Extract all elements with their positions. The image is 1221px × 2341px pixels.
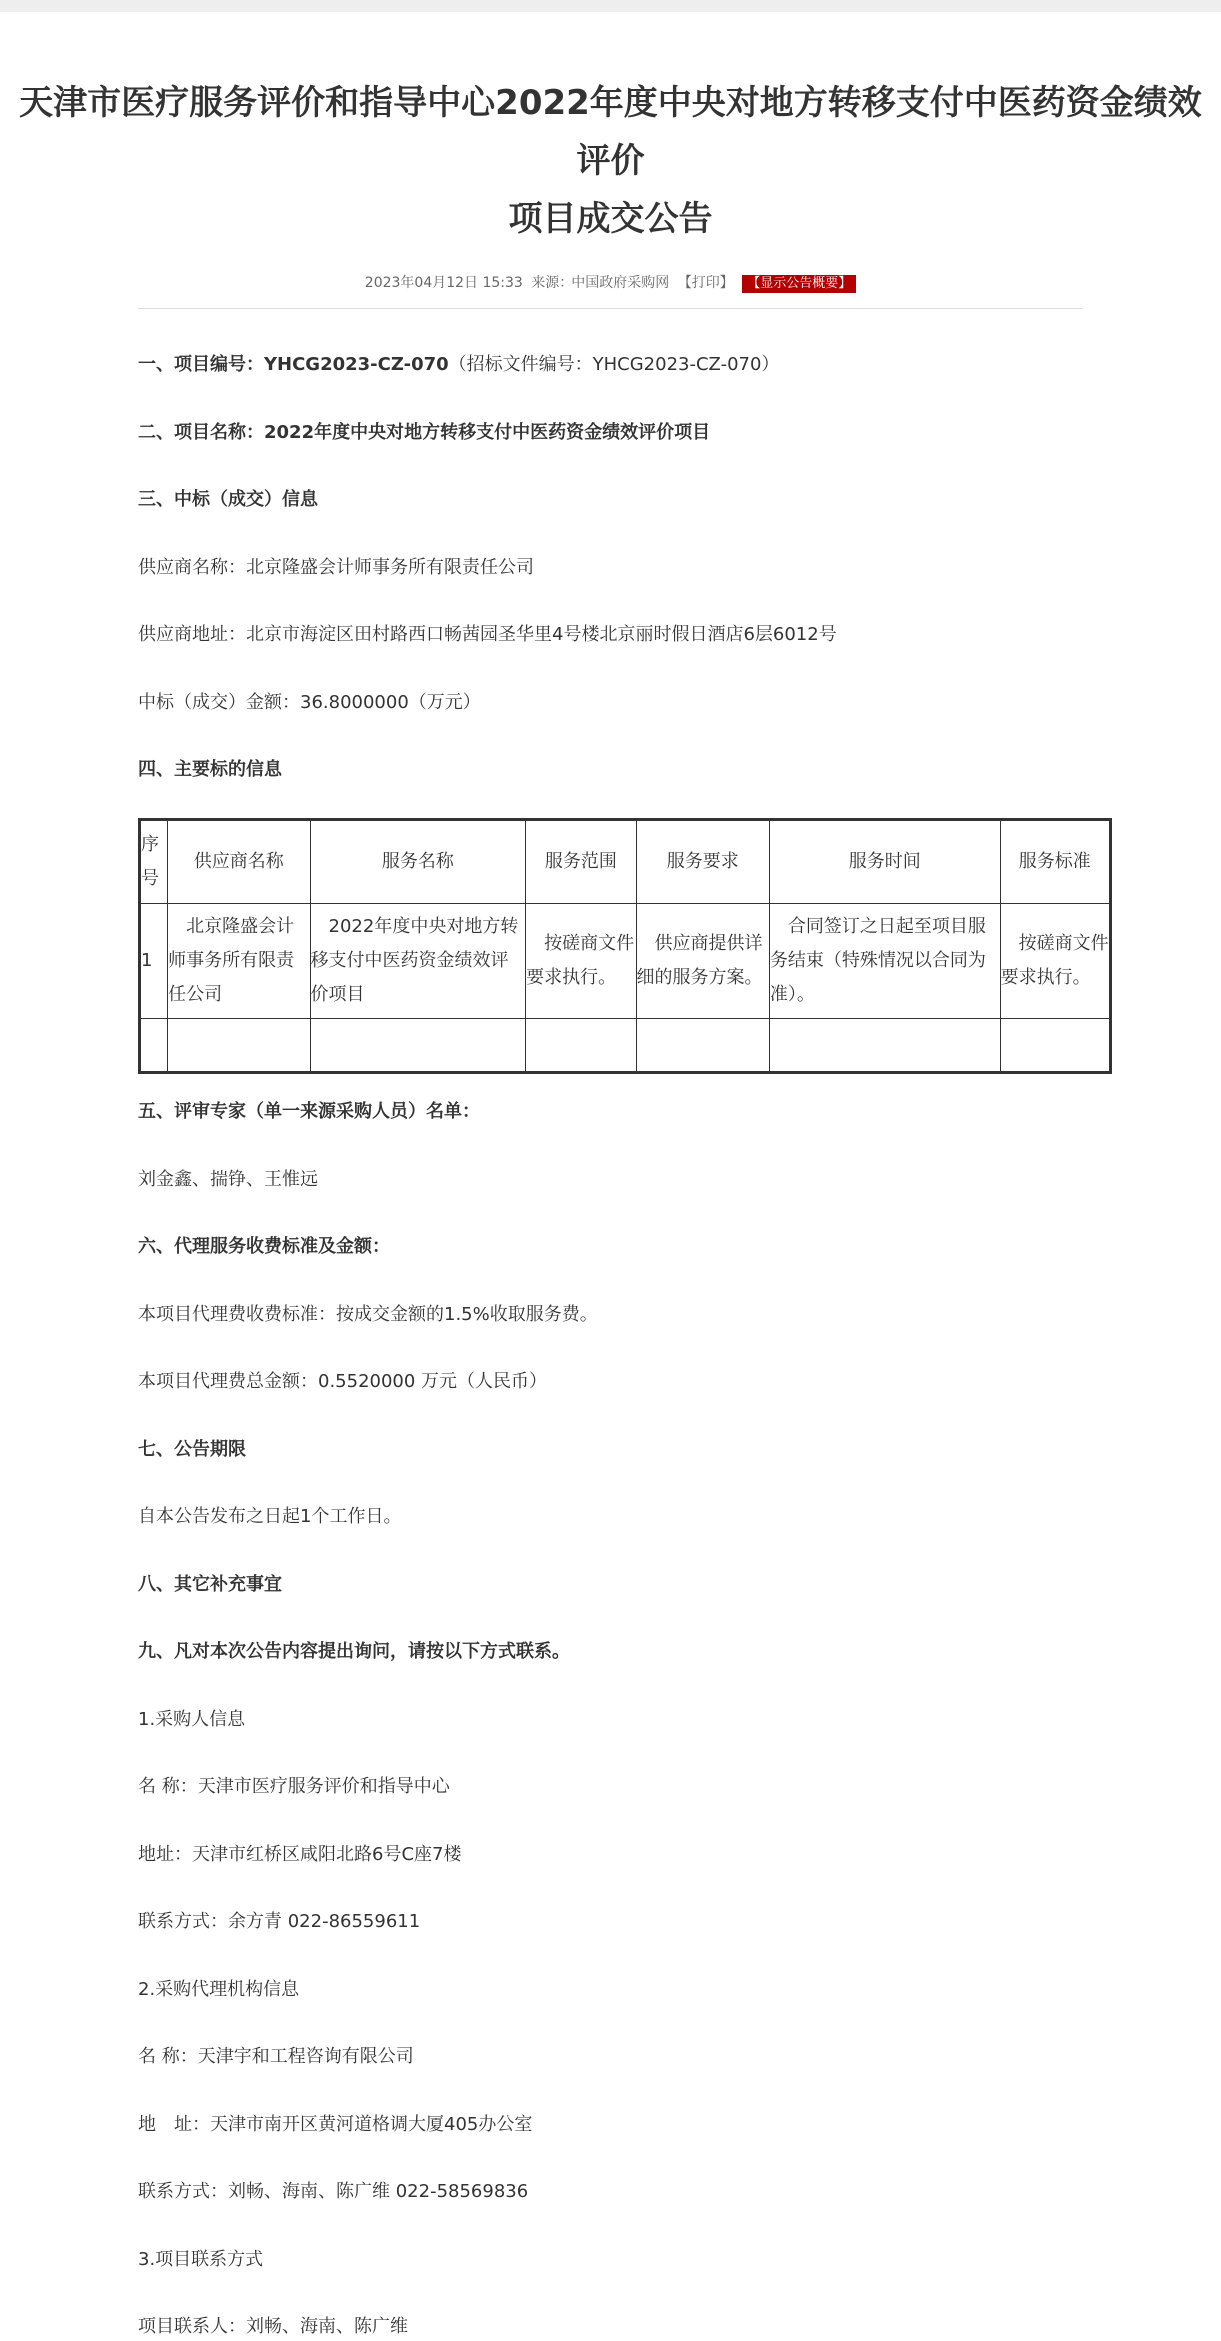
project-number-label: 一、项目编号： [138, 354, 264, 375]
agency-name: 名 称：天津宇和工程咨询有限公司 [138, 2046, 414, 2067]
table-cell [168, 1019, 310, 1073]
table-cell: 按磋商文件要求执行。 [1000, 904, 1110, 1019]
table-header-row [140, 820, 1111, 904]
title-line-2: 项目成交公告 [508, 199, 713, 239]
section-project-name: 二、项目名称：2022年度中央对地方转移支付中医药资金绩效评价项目 [138, 422, 711, 443]
project-contact-title: 3.项目联系方式 [138, 2249, 264, 2270]
supplier-address: 供应商地址：北京市海淀区田村路西口畅茜园圣华里4号楼北京丽时假日酒店6层6012号 [138, 624, 837, 645]
table-header-cell: 供应商名称 [168, 820, 310, 904]
table-header-cell: 序号 [140, 820, 168, 904]
source-label: 来源： [531, 275, 574, 291]
agency-contact: 联系方式：刘畅、海南、陈广维 022-58569836 [138, 2181, 529, 2202]
project-contact-person: 项目联系人：刘畅、海南、陈广维 [138, 2316, 408, 2337]
tender-doc-number: （招标文件编号：YHCG2023-CZ-070） [448, 354, 780, 375]
subject-table [138, 818, 1112, 1074]
table-cell [636, 1019, 769, 1073]
print-link[interactable]: 【打印】 [677, 275, 734, 291]
table-cell: 1 [140, 904, 168, 1019]
table-header-cell: 服务范围 [526, 820, 636, 904]
purchaser-address: 地址：天津市红桥区咸阳北路6号C座7楼 [138, 1844, 462, 1865]
show-summary-button[interactable]: 【显示公告概要】 [742, 275, 856, 293]
table-header-cell: 服务标准 [1000, 820, 1110, 904]
table-cell: 供应商提供详细的服务方案。 [636, 904, 769, 1019]
supplier-name: 供应商名称：北京隆盛会计师事务所有限责任公司 [138, 557, 534, 578]
section-award-info: 三、中标（成交）信息 [138, 489, 318, 510]
divider [138, 308, 1083, 309]
experts-list: 刘金鑫、揣铮、王惟远 [138, 1169, 318, 1190]
section-agency-fee: 六、代理服务收费标准及金额： [138, 1236, 390, 1257]
fee-total: 本项目代理费总金额：0.5520000 万元（人民币） [138, 1371, 548, 1392]
section-contact: 九、凡对本次公告内容提出询问，请按以下方式联系。 [138, 1641, 570, 1662]
fee-standard: 本项目代理费收费标准：按成交金额的1.5%收取服务费。 [138, 1304, 598, 1325]
section-experts: 五、评审专家（单一来源采购人员）名单： [138, 1101, 480, 1122]
purchaser-info-title: 1.采购人信息 [138, 1709, 246, 1730]
section-notice-period: 七、公告期限 [138, 1439, 246, 1460]
table-cell: 合同签订之日起至项目服务结束（特殊情况以合同为准）。 [769, 904, 1000, 1019]
top-bar [0, 0, 1221, 12]
table-cell [140, 1019, 168, 1073]
project-number-value: YHCG2023-CZ-070 [264, 354, 449, 375]
section-project-number [138, 351, 1083, 379]
table-header-cell: 服务名称 [310, 820, 526, 904]
title-line-1: 天津市医疗服务评价和指导中心2022年度中央对地方转移支付中医药资金绩效评价 [19, 83, 1202, 181]
table-cell [526, 1019, 636, 1073]
table-cell: 2022年度中央对地方转移支付中医药资金绩效评价项目 [310, 904, 526, 1019]
table-cell [1000, 1019, 1110, 1073]
table-cell [769, 1019, 1000, 1073]
page-title [0, 74, 1221, 248]
table-cell: 北京隆盛会计师事务所有限责任公司 [168, 904, 310, 1019]
source-link[interactable]: 中国政府采购网 [571, 275, 670, 291]
table-empty-row [140, 1019, 1111, 1073]
agency-address: 地 址：天津市南开区黄河道格调大厦405办公室 [138, 2114, 533, 2135]
table-header-cell: 服务要求 [636, 820, 769, 904]
table-cell: 按磋商文件要求执行。 [526, 904, 636, 1019]
notice-period: 自本公告发布之日起1个工作日。 [138, 1506, 402, 1527]
section-other-matters: 八、其它补充事宜 [138, 1574, 282, 1595]
section-main-subject: 四、主要标的信息 [138, 759, 282, 780]
table-cell [310, 1019, 526, 1073]
publish-date: 2023年04月12日 15:33 [364, 275, 523, 291]
agency-info-title: 2.采购代理机构信息 [138, 1979, 300, 2000]
table-header-cell: 服务时间 [769, 820, 1000, 904]
table-row [140, 904, 1111, 1019]
meta-line [0, 272, 1221, 294]
purchaser-contact: 联系方式：余方青 022-86559611 [138, 1911, 421, 1932]
purchaser-name: 名 称：天津市医疗服务评价和指导中心 [138, 1776, 450, 1797]
award-amount: 中标（成交）金额：36.8000000（万元） [138, 692, 481, 713]
